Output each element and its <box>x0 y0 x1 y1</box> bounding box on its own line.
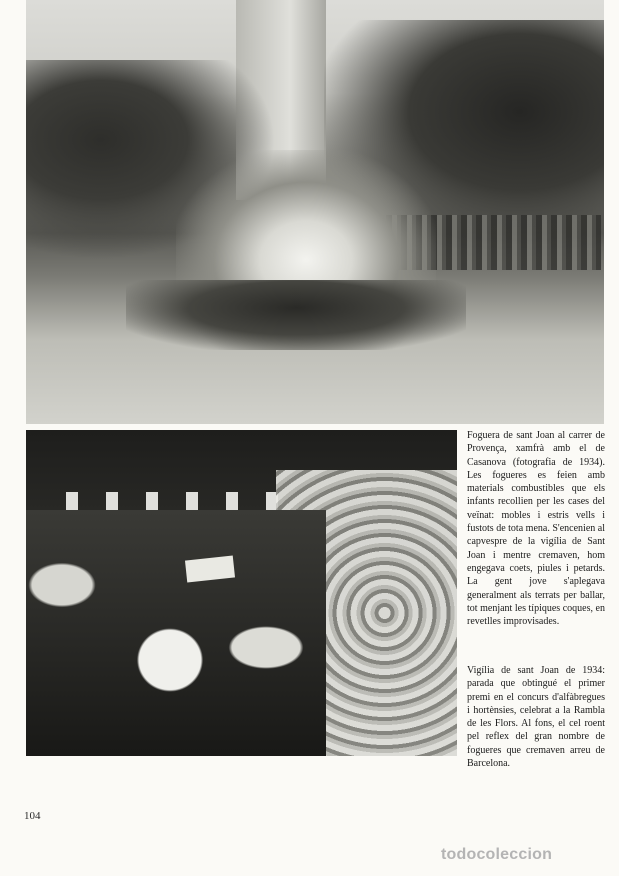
flower-stall-photo <box>26 430 457 756</box>
bonfire-caption: Foguera de sant Joan al carrer de Provença, xamfrà amb el de Casanova (fotografia de 1934). Les fogueres es feien amb materials combustibles que els infants recollien per les cases del veïnat: mobles i estris vells i fustots de tota mena. S'encenien al capvespre de la vigília de Sant Joan i mentre cremaven, hom engegava coets, piules i petards. La gent jove s'aplegava generalment als terrats per ballar, tot menjant les típiques coques, en revetlles improvisades. <box>467 430 605 628</box>
flower-stall-caption: Vigília de sant Joan de 1934: parada que obtingué el primer premi en el concurs d'alfàbregues i hortènsies, celebrat a la Rambla de les Flors. Al fons, el cel roent pel reflex del gran nombre de fogueres que cremaven arreu de Barcelona. <box>467 665 605 770</box>
page-number: 104 <box>24 810 41 822</box>
photo-bonfire-pile <box>126 280 466 350</box>
photo-group-of-people <box>26 510 326 756</box>
bonfire-photo <box>26 0 604 424</box>
watermark: todocoleccion <box>441 846 553 863</box>
photo-lamps <box>66 492 296 512</box>
